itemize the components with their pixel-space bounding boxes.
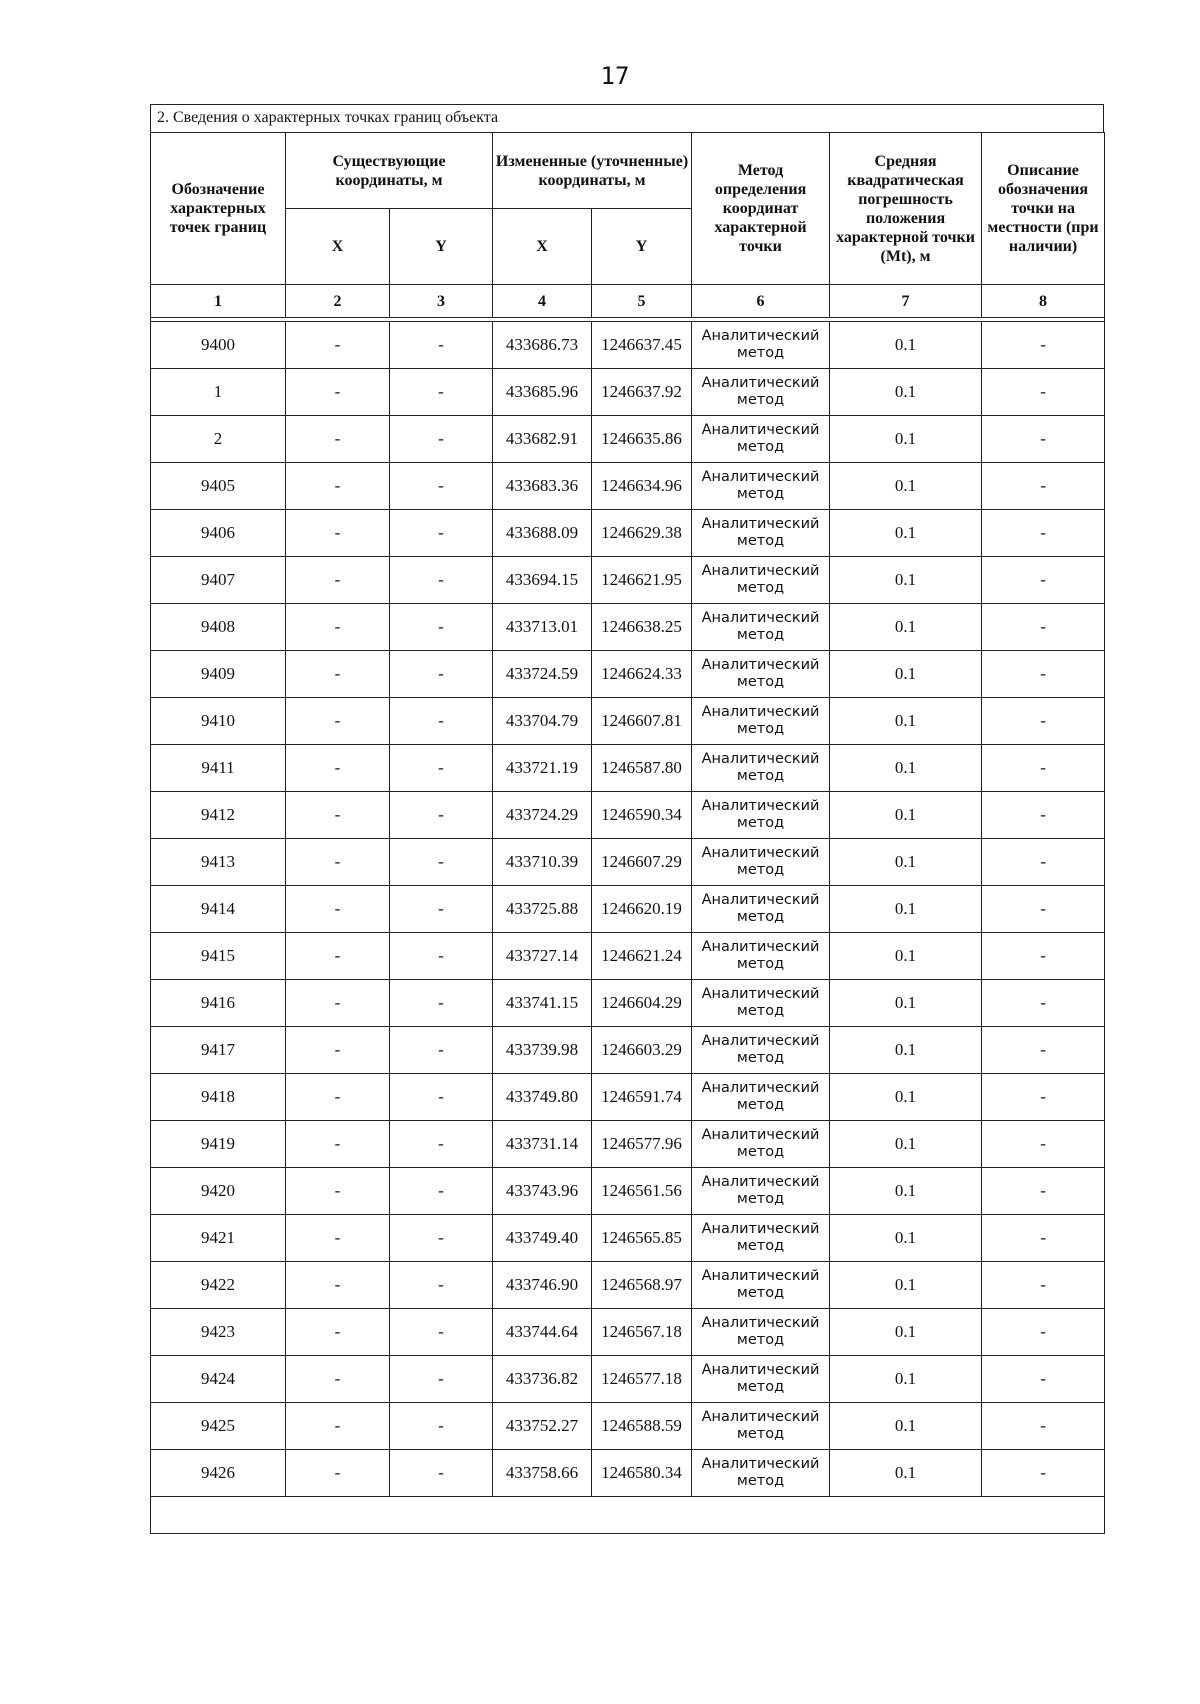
- changed-x-cell: 433736.82: [493, 1356, 592, 1403]
- existing-x-cell: -: [286, 745, 390, 792]
- method-cell: Аналитический метод: [692, 839, 830, 886]
- accuracy-cell: 0.1: [830, 416, 982, 463]
- accuracy-cell: 0.1: [830, 1168, 982, 1215]
- point-designation-cell: 9408: [151, 604, 286, 651]
- boundary-points-table: [150, 132, 1105, 1534]
- existing-y-cell: -: [390, 322, 493, 369]
- description-cell: -: [982, 1215, 1105, 1262]
- description-cell: -: [982, 651, 1105, 698]
- description-cell: -: [982, 1121, 1105, 1168]
- table-row: [151, 1450, 1105, 1497]
- existing-x-cell: -: [286, 980, 390, 1027]
- description-cell: -: [982, 322, 1105, 369]
- description-cell: -: [982, 1403, 1105, 1450]
- method-cell: Аналитический метод: [692, 745, 830, 792]
- changed-y-cell: 1246624.33: [592, 651, 692, 698]
- existing-x-cell: -: [286, 510, 390, 557]
- changed-x-cell: 433727.14: [493, 933, 592, 980]
- changed-y-cell: 1246591.74: [592, 1074, 692, 1121]
- method-cell: Аналитический метод: [692, 933, 830, 980]
- description-cell: -: [982, 1027, 1105, 1074]
- accuracy-cell: 0.1: [830, 886, 982, 933]
- method-cell: Аналитический метод: [692, 1074, 830, 1121]
- accuracy-cell: 0.1: [830, 1309, 982, 1356]
- existing-x-cell: -: [286, 792, 390, 839]
- header-description: Описание обозначения точки на местности (при наличии): [982, 133, 1105, 285]
- description-cell: -: [982, 1356, 1105, 1403]
- existing-x-cell: -: [286, 839, 390, 886]
- changed-y-cell: 1246567.18: [592, 1309, 692, 1356]
- point-designation-cell: 9411: [151, 745, 286, 792]
- changed-y-cell: 1246637.92: [592, 369, 692, 416]
- point-designation-cell: 9426: [151, 1450, 286, 1497]
- table-row: [151, 463, 1105, 510]
- method-cell: Аналитический метод: [692, 1356, 830, 1403]
- description-cell: -: [982, 463, 1105, 510]
- existing-x-cell: -: [286, 369, 390, 416]
- accuracy-cell: 0.1: [830, 651, 982, 698]
- accuracy-cell: 0.1: [830, 980, 982, 1027]
- changed-y-cell: 1246607.81: [592, 698, 692, 745]
- existing-x-cell: -: [286, 698, 390, 745]
- table-row: [151, 1074, 1105, 1121]
- accuracy-cell: 0.1: [830, 463, 982, 510]
- point-designation-cell: 9414: [151, 886, 286, 933]
- method-cell: Аналитический метод: [692, 1262, 830, 1309]
- description-cell: -: [982, 1450, 1105, 1497]
- point-designation-cell: 9407: [151, 557, 286, 604]
- column-number-row: [151, 285, 1105, 318]
- accuracy-cell: 0.1: [830, 792, 982, 839]
- point-designation-cell: 9400: [151, 322, 286, 369]
- existing-x-cell: -: [286, 322, 390, 369]
- existing-y-cell: -: [390, 1262, 493, 1309]
- existing-x-cell: -: [286, 1309, 390, 1356]
- changed-x-cell: 433741.15: [493, 980, 592, 1027]
- table-row: [151, 416, 1105, 463]
- existing-x-cell: -: [286, 1403, 390, 1450]
- existing-y-cell: -: [390, 1403, 493, 1450]
- existing-x-cell: -: [286, 1074, 390, 1121]
- existing-y-cell: -: [390, 510, 493, 557]
- column-number: 7: [830, 285, 982, 318]
- existing-y-cell: -: [390, 1450, 493, 1497]
- method-cell: Аналитический метод: [692, 322, 830, 369]
- point-designation-cell: 9422: [151, 1262, 286, 1309]
- existing-x-cell: -: [286, 1262, 390, 1309]
- point-designation-cell: 9421: [151, 1215, 286, 1262]
- column-number: 3: [390, 285, 493, 318]
- existing-x-cell: -: [286, 1450, 390, 1497]
- changed-x-cell: 433686.73: [493, 322, 592, 369]
- method-cell: Аналитический метод: [692, 510, 830, 557]
- description-cell: -: [982, 745, 1105, 792]
- existing-y-cell: -: [390, 604, 493, 651]
- method-cell: Аналитический метод: [692, 1215, 830, 1262]
- changed-y-cell: 1246590.34: [592, 792, 692, 839]
- empty-footer-row: [151, 1497, 1105, 1534]
- description-cell: -: [982, 792, 1105, 839]
- method-cell: Аналитический метод: [692, 1121, 830, 1168]
- table-row: [151, 792, 1105, 839]
- changed-y-cell: 1246629.38: [592, 510, 692, 557]
- column-number: 6: [692, 285, 830, 318]
- point-designation-cell: 9410: [151, 698, 286, 745]
- point-designation-cell: 9416: [151, 980, 286, 1027]
- changed-y-cell: 1246587.80: [592, 745, 692, 792]
- page-number: 17: [600, 62, 630, 90]
- point-designation-cell: 9425: [151, 1403, 286, 1450]
- table-row: [151, 651, 1105, 698]
- existing-x-cell: -: [286, 651, 390, 698]
- table-row: [151, 980, 1105, 1027]
- changed-y-cell: 1246561.56: [592, 1168, 692, 1215]
- column-number: 5: [592, 285, 692, 318]
- accuracy-cell: 0.1: [830, 322, 982, 369]
- table-row: [151, 604, 1105, 651]
- accuracy-cell: 0.1: [830, 1215, 982, 1262]
- point-designation-cell: 9415: [151, 933, 286, 980]
- point-designation-cell: 9406: [151, 510, 286, 557]
- changed-y-cell: 1246565.85: [592, 1215, 692, 1262]
- changed-x-cell: 433749.40: [493, 1215, 592, 1262]
- point-designation-cell: 9417: [151, 1027, 286, 1074]
- header-method: Метод определения координат характерной точки: [692, 133, 830, 285]
- description-cell: -: [982, 510, 1105, 557]
- point-designation-cell: 2: [151, 416, 286, 463]
- description-cell: -: [982, 369, 1105, 416]
- table-row: [151, 1121, 1105, 1168]
- existing-x-cell: -: [286, 604, 390, 651]
- table-body: [151, 318, 1105, 1497]
- accuracy-cell: 0.1: [830, 1121, 982, 1168]
- header-changed-y: Y: [592, 209, 692, 285]
- section-title: 2. Сведения о характерных точках границ объекта: [150, 104, 1104, 132]
- changed-x-cell: 433704.79: [493, 698, 592, 745]
- existing-y-cell: -: [390, 1309, 493, 1356]
- table-row: [151, 886, 1105, 933]
- changed-x-cell: 433682.91: [493, 416, 592, 463]
- description-cell: -: [982, 1262, 1105, 1309]
- table-row: [151, 1356, 1105, 1403]
- table-row: [151, 698, 1105, 745]
- method-cell: Аналитический метод: [692, 369, 830, 416]
- point-designation-cell: 9419: [151, 1121, 286, 1168]
- changed-y-cell: 1246568.97: [592, 1262, 692, 1309]
- description-cell: -: [982, 604, 1105, 651]
- existing-x-cell: -: [286, 1168, 390, 1215]
- existing-x-cell: -: [286, 1356, 390, 1403]
- description-cell: -: [982, 416, 1105, 463]
- table-row: [151, 1262, 1105, 1309]
- existing-x-cell: -: [286, 416, 390, 463]
- changed-y-cell: 1246635.86: [592, 416, 692, 463]
- header-existing-x: X: [286, 209, 390, 285]
- method-cell: Аналитический метод: [692, 1168, 830, 1215]
- table-row: [151, 557, 1105, 604]
- existing-x-cell: -: [286, 1027, 390, 1074]
- description-cell: -: [982, 933, 1105, 980]
- table-row: [151, 510, 1105, 557]
- accuracy-cell: 0.1: [830, 604, 982, 651]
- table-row: [151, 745, 1105, 792]
- column-number: 1: [151, 285, 286, 318]
- changed-x-cell: 433685.96: [493, 369, 592, 416]
- existing-x-cell: -: [286, 933, 390, 980]
- existing-y-cell: -: [390, 557, 493, 604]
- changed-x-cell: 433724.29: [493, 792, 592, 839]
- table-row: [151, 1215, 1105, 1262]
- method-cell: Аналитический метод: [692, 651, 830, 698]
- existing-x-cell: -: [286, 1215, 390, 1262]
- existing-x-cell: -: [286, 886, 390, 933]
- existing-x-cell: -: [286, 1121, 390, 1168]
- method-cell: Аналитический метод: [692, 416, 830, 463]
- changed-x-cell: 433721.19: [493, 745, 592, 792]
- existing-y-cell: -: [390, 839, 493, 886]
- existing-x-cell: -: [286, 463, 390, 510]
- changed-y-cell: 1246621.95: [592, 557, 692, 604]
- table-row: [151, 322, 1105, 369]
- existing-y-cell: -: [390, 886, 493, 933]
- existing-y-cell: -: [390, 1215, 493, 1262]
- method-cell: Аналитический метод: [692, 1450, 830, 1497]
- column-number: 4: [493, 285, 592, 318]
- point-designation-cell: 9409: [151, 651, 286, 698]
- accuracy-cell: 0.1: [830, 1356, 982, 1403]
- changed-x-cell: 433743.96: [493, 1168, 592, 1215]
- changed-y-cell: 1246588.59: [592, 1403, 692, 1450]
- changed-y-cell: 1246637.45: [592, 322, 692, 369]
- accuracy-cell: 0.1: [830, 1027, 982, 1074]
- description-cell: -: [982, 980, 1105, 1027]
- changed-x-cell: 433725.88: [493, 886, 592, 933]
- header-changed-x: X: [493, 209, 592, 285]
- table-row: [151, 1403, 1105, 1450]
- changed-y-cell: 1246634.96: [592, 463, 692, 510]
- accuracy-cell: 0.1: [830, 745, 982, 792]
- method-cell: Аналитический метод: [692, 886, 830, 933]
- table-row: [151, 1309, 1105, 1356]
- method-cell: Аналитический метод: [692, 604, 830, 651]
- changed-y-cell: 1246577.96: [592, 1121, 692, 1168]
- changed-x-cell: 433752.27: [493, 1403, 592, 1450]
- changed-x-cell: 433739.98: [493, 1027, 592, 1074]
- existing-y-cell: -: [390, 1356, 493, 1403]
- method-cell: Аналитический метод: [692, 980, 830, 1027]
- table-row: [151, 369, 1105, 416]
- header-existing-y: Y: [390, 209, 493, 285]
- table-row: [151, 1168, 1105, 1215]
- existing-y-cell: -: [390, 792, 493, 839]
- existing-y-cell: -: [390, 416, 493, 463]
- accuracy-cell: 0.1: [830, 510, 982, 557]
- existing-y-cell: -: [390, 651, 493, 698]
- changed-y-cell: 1246577.18: [592, 1356, 692, 1403]
- header-row: [151, 133, 1105, 209]
- point-designation-cell: 9413: [151, 839, 286, 886]
- changed-y-cell: 1246607.29: [592, 839, 692, 886]
- changed-x-cell: 433694.15: [493, 557, 592, 604]
- header-changed-coordinates: Измененные (уточненные) координаты, м: [493, 133, 692, 209]
- changed-y-cell: 1246638.25: [592, 604, 692, 651]
- changed-y-cell: 1246580.34: [592, 1450, 692, 1497]
- changed-x-cell: 433749.80: [493, 1074, 592, 1121]
- header-existing-coordinates: Существующие координаты, м: [286, 133, 493, 209]
- method-cell: Аналитический метод: [692, 463, 830, 510]
- changed-x-cell: 433744.64: [493, 1309, 592, 1356]
- accuracy-cell: 0.1: [830, 1450, 982, 1497]
- point-designation-cell: 9424: [151, 1356, 286, 1403]
- description-cell: -: [982, 839, 1105, 886]
- table-row: [151, 933, 1105, 980]
- existing-y-cell: -: [390, 463, 493, 510]
- header-point-designation: Обозначение характерных точек границ: [151, 133, 286, 285]
- description-cell: -: [982, 557, 1105, 604]
- changed-y-cell: 1246621.24: [592, 933, 692, 980]
- accuracy-cell: 0.1: [830, 839, 982, 886]
- accuracy-cell: 0.1: [830, 933, 982, 980]
- accuracy-cell: 0.1: [830, 1074, 982, 1121]
- existing-y-cell: -: [390, 1027, 493, 1074]
- method-cell: Аналитический метод: [692, 557, 830, 604]
- description-cell: -: [982, 886, 1105, 933]
- point-designation-cell: 9412: [151, 792, 286, 839]
- changed-x-cell: 433731.14: [493, 1121, 592, 1168]
- changed-x-cell: 433758.66: [493, 1450, 592, 1497]
- accuracy-cell: 0.1: [830, 1262, 982, 1309]
- description-cell: -: [982, 1168, 1105, 1215]
- accuracy-cell: 0.1: [830, 557, 982, 604]
- changed-x-cell: 433683.36: [493, 463, 592, 510]
- method-cell: Аналитический метод: [692, 1403, 830, 1450]
- existing-y-cell: -: [390, 933, 493, 980]
- description-cell: -: [982, 1074, 1105, 1121]
- point-designation-cell: 9418: [151, 1074, 286, 1121]
- existing-y-cell: -: [390, 1121, 493, 1168]
- table-row: [151, 839, 1105, 886]
- column-number: 2: [286, 285, 390, 318]
- existing-x-cell: -: [286, 557, 390, 604]
- changed-y-cell: 1246603.29: [592, 1027, 692, 1074]
- column-number: 8: [982, 285, 1105, 318]
- point-designation-cell: 1: [151, 369, 286, 416]
- point-designation-cell: 9423: [151, 1309, 286, 1356]
- changed-x-cell: 433710.39: [493, 839, 592, 886]
- point-designation-cell: 9405: [151, 463, 286, 510]
- changed-x-cell: 433724.59: [493, 651, 592, 698]
- changed-y-cell: 1246604.29: [592, 980, 692, 1027]
- point-designation-cell: 9420: [151, 1168, 286, 1215]
- method-cell: Аналитический метод: [692, 1309, 830, 1356]
- accuracy-cell: 0.1: [830, 369, 982, 416]
- existing-y-cell: -: [390, 1074, 493, 1121]
- method-cell: Аналитический метод: [692, 792, 830, 839]
- existing-y-cell: -: [390, 698, 493, 745]
- existing-y-cell: -: [390, 1168, 493, 1215]
- method-cell: Аналитический метод: [692, 698, 830, 745]
- description-cell: -: [982, 698, 1105, 745]
- changed-x-cell: 433713.01: [493, 604, 592, 651]
- changed-y-cell: 1246620.19: [592, 886, 692, 933]
- description-cell: -: [982, 1309, 1105, 1356]
- method-cell: Аналитический метод: [692, 1027, 830, 1074]
- table-row: [151, 1027, 1105, 1074]
- header-accuracy: Средняя квадратическая погрешность положения характерной точки (Mt), м: [830, 133, 982, 285]
- changed-x-cell: 433688.09: [493, 510, 592, 557]
- accuracy-cell: 0.1: [830, 1403, 982, 1450]
- changed-x-cell: 433746.90: [493, 1262, 592, 1309]
- existing-y-cell: -: [390, 745, 493, 792]
- accuracy-cell: 0.1: [830, 698, 982, 745]
- existing-y-cell: -: [390, 369, 493, 416]
- existing-y-cell: -: [390, 980, 493, 1027]
